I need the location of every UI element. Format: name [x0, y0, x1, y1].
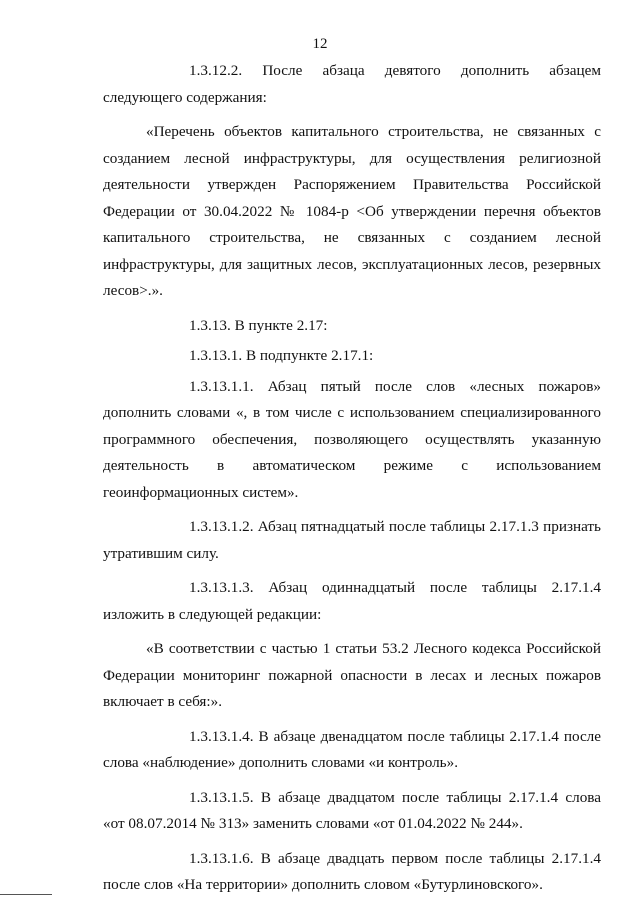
clause-text: В подпункте 2.17.1: [245, 347, 374, 364]
clause-text: «В соответствии с частью 1 статьи 53.2 Лесного кодекса Российской Федерации мониторинг пожарной опасности в лесах и лесных пожаров включает в себя:». [103, 640, 601, 710]
clause-number: 1.3.13.1.2. [189, 518, 254, 535]
clause-number: 1.3.13.1.1. [189, 377, 254, 395]
clause-text: В абзаце двадцать первом после таблицы 2.17.1.4 после слов «На территории» дополнить словом «Бутурлиновского». [103, 849, 602, 893]
clause-number: 1.3.13.1. [189, 347, 243, 364]
clause-text: Абзац одиннадцатый после таблицы 2.17.1.4 изложить в следующей редакции: [103, 579, 601, 623]
paragraph-1-3-13 [103, 313, 601, 340]
clause-number: 1.3.13.1.6. [189, 849, 254, 867]
clause-number: 1.3.12.2. [189, 62, 243, 79]
paragraph-1-3-13-1 [103, 343, 601, 370]
clause-number: 1.3.13.1.4. [189, 727, 254, 745]
paragraph-1-3-13-1-2 [103, 514, 601, 567]
clause-text: «Перечень объектов капитального строительства, не связанных с созданием лесной инфраструктуры, для осуществления религиозной деятельности утвержден Распоряжением Правительства Российской Федерации от 30.04.2022 № 1084-р <Об утверждении перечня объектов капитального строительства, не связанных с созданием лесной инфраструктуры, для защитных лесов, эксплуатационных лесов, резервных лесов>.». [103, 123, 601, 299]
paragraph-1-3-12-2 [103, 58, 601, 111]
clause-text: В пункте 2.17: [234, 316, 328, 334]
clause-number: 1.3.13.1.5. [189, 788, 254, 806]
paragraph-1-3-13-1-4 [103, 724, 601, 777]
clause-text: В абзаце двадцатом после таблицы 2.17.1.4 слова «от 08.07.2014 № 313» заменить словами «от 01.04.2022 № 244». [103, 788, 602, 832]
document-body [103, 58, 601, 907]
paragraph-1-3-13-1-1 [103, 374, 601, 507]
paragraph-1-3-13-1-5 [103, 785, 601, 838]
clause-text: Абзац пятнадцатый после таблицы 2.17.1.3 признать утратившим силу. [103, 518, 601, 562]
clause-number: 1.3.13.1.3. [189, 579, 254, 596]
paragraph-1-3-13-1-3 [103, 575, 601, 628]
paragraph-inserted-text-1 [103, 119, 601, 305]
page-number: 12 [312, 36, 328, 52]
paragraph-inserted-text-2 [103, 636, 601, 716]
paragraph-1-3-13-1-6 [103, 846, 601, 899]
clause-text: В абзаце двенадцатом после таблицы 2.17.1.4 после слова «наблюдение» дополнить словами «и контроль». [103, 727, 602, 771]
clause-number: 1.3.13. [189, 316, 231, 334]
clause-text: Абзац пятый после слов «лесных пожаров» дополнить словами «, в том числе с использованием специализированного программного обеспечения, позволяющего осуществлять указанную деятельность в автоматическом режиме с использованием геоинформационных систем». [103, 377, 601, 501]
bottom-edge-rule [0, 894, 52, 895]
clause-text: После абзаца девятого дополнить абзацем следующего содержания: [103, 62, 601, 106]
